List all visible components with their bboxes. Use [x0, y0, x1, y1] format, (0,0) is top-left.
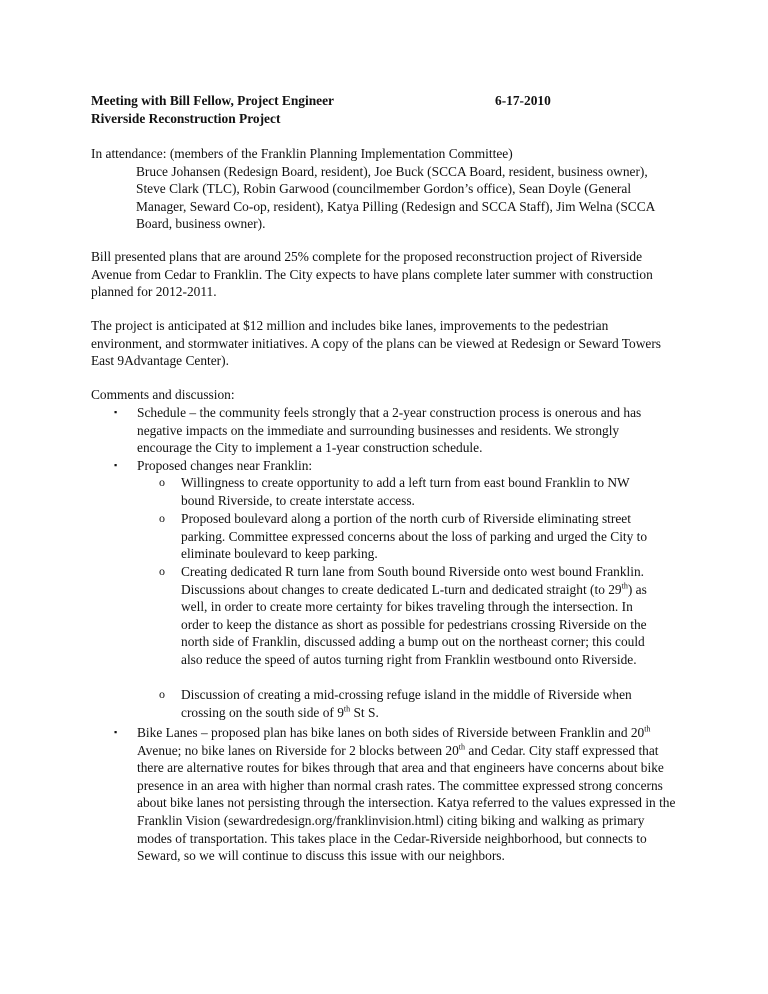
paragraph-budget: The project is anticipated at $12 million and includes bike lanes, improvements to the pedestrian environment, and stormwater initiatives. A copy of the plans can be viewed at Redesign or Seward Towers East 9Advantage Center). — [91, 318, 662, 369]
project-title: Riverside Reconstruction Project — [91, 110, 281, 126]
sub-bullet-refuge-island-text: Discussion of creating a mid-crossing refuge island in the middle of Riverside when crossing on the south side of 9th St S. — [181, 687, 632, 720]
document-header — [91, 92, 691, 127]
attendance-section — [91, 145, 676, 233]
sub-bullet-marker: o — [159, 687, 165, 701]
sub-bullet-left-turn-text: Willingness to create opportunity to add a left turn from east bound Franklin to NW bound Riverside, to create interstate access. — [181, 475, 630, 508]
meeting-title: Meeting with Bill Fellow, Project Engineer — [91, 93, 334, 108]
paragraph-plans: Bill presented plans that are around 25% complete for the proposed reconstruction project of Riverside Avenue from Cedar to Franklin. The City expects to have plans complete later summer with construction planned for 2012-2011. — [91, 249, 653, 300]
bullet-schedule-text: Schedule – the community feels strongly that a 2-year construction process is onerous and has negative impacts on the immediate and surrounding businesses and residents. We strongly encourage the City to implement a 1-year construction schedule. — [137, 405, 642, 456]
bullet-marker: ▪ — [114, 460, 118, 470]
sub-bullet-marker: o — [159, 475, 165, 489]
bullet-bike-lanes-text: Bike Lanes – proposed plan has bike lanes on both sides of Riverside between Franklin and 20th Avenue; no bike lanes on Riverside for 2 blocks between 20th and Cedar. City staff expressed that there are alternative routes for bikes through that area and that engineers have concerns about bike presence in an area with higher than normal crash rates. The committee expressed strong concerns about bike lanes not persisting through the intersection. Katya referred to the values expressed in the Franklin Vision (sewardredesign.org/franklinvision.html) citing biking and walking as primary modes of transportation. This takes place in the Cedar-Riverside neighborhood, but connects to Seward, so we will continue to discuss this issue with our neighbors. — [137, 724, 676, 864]
bullet-marker: ▪ — [114, 407, 118, 417]
meeting-date: 6-17-2010 — [495, 93, 551, 108]
sub-bullet-boulevard-text: Proposed boulevard along a portion of the north curb of Riverside eliminating street parking. Committee expressed concerns about the loss of parking and urged the City to eliminate boulevard to keep parking. — [181, 511, 648, 562]
sub-bullet-marker: o — [159, 511, 165, 525]
comments-heading: Comments and discussion: — [91, 387, 235, 402]
attendee-list: Bruce Johansen (Redesign Board, resident), Joe Buck (SCCA Board, resident, business owner), Steve Clark (TLC), Robin Garwood (councilmember Gordon’s office), Sean Doyle (General Manager, Seward Co-op, resident), Katya Pilling (Redesign and SCCA Staff), Jim Welna (SCCA Board, business owner). — [136, 163, 655, 232]
attendance-intro: In attendance: (members of the Franklin Planning Implementation Committee) — [91, 146, 513, 161]
bullet-franklin-text: Proposed changes near Franklin: — [137, 458, 313, 473]
sub-bullet-turn-lane-text: Creating dedicated R turn lane from South bound Riverside onto west bound Franklin. Discussions about changes to create dedicated L-turn and dedicated straight (to 29th) as well, in order to create more certainty for bikes traveling through the intersection. In order to keep the distance as short as possible for pedestrians crossing Riverside on the north side of Franklin, discussed adding a bump out on the northeast corner; this could also reduce the speed of autos turning right from Franklin westbound onto Riverside. — [181, 564, 647, 667]
bullet-marker: ▪ — [114, 727, 118, 737]
sub-bullet-marker: o — [159, 564, 165, 578]
